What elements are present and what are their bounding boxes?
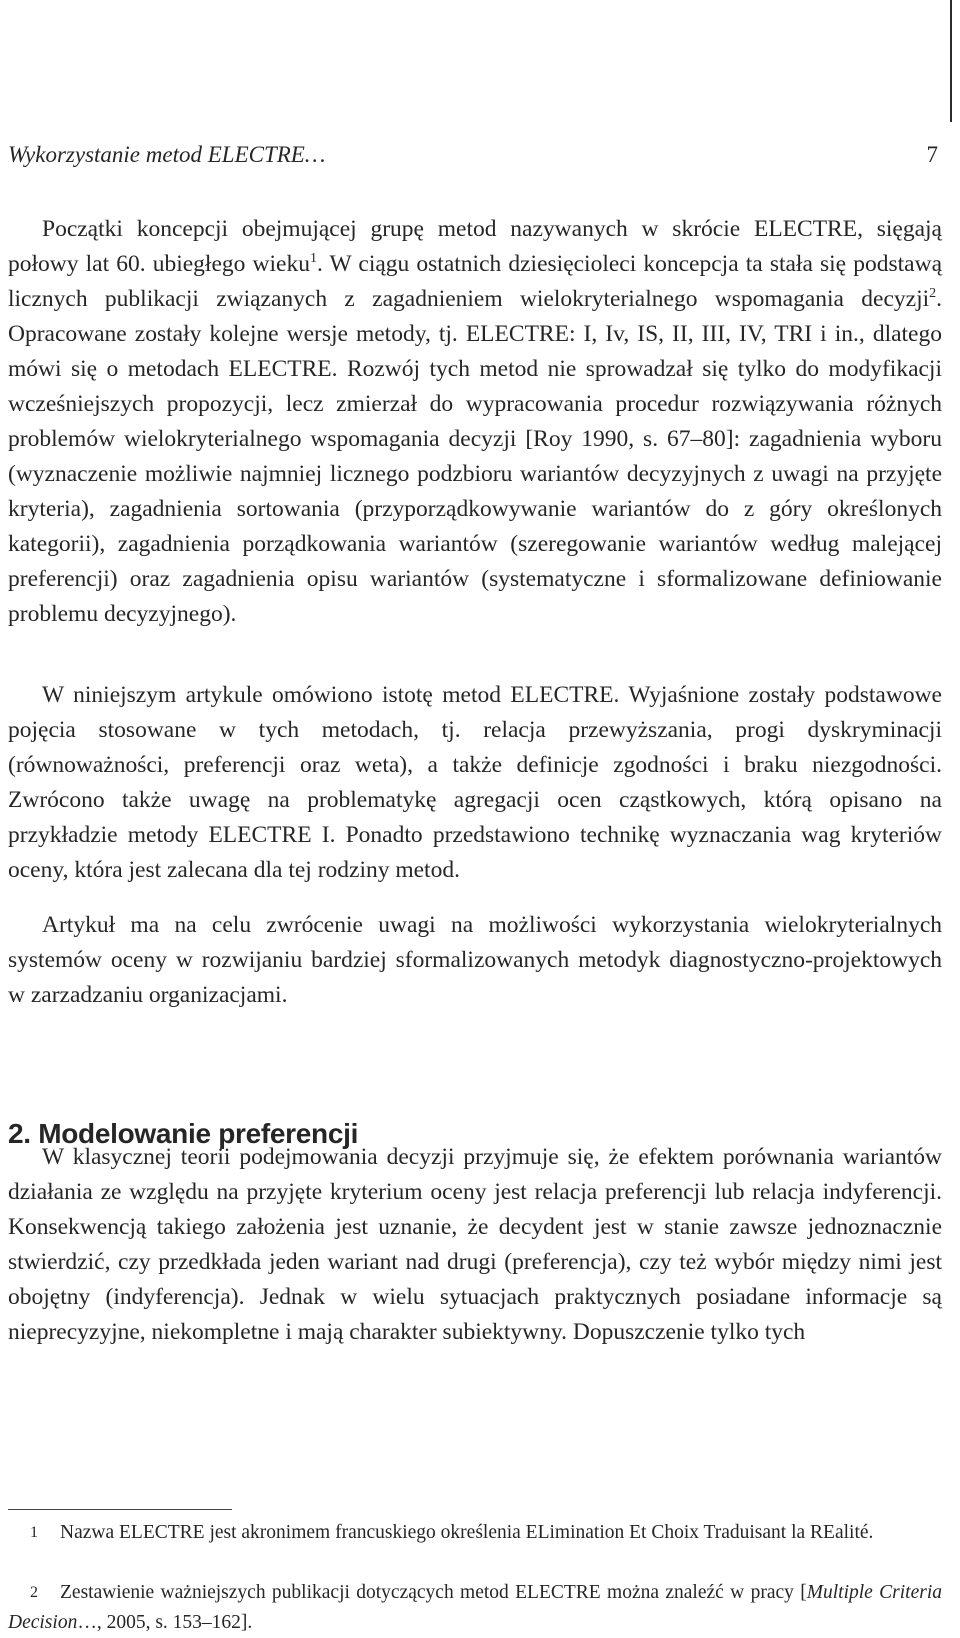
margin-rule [950, 0, 952, 122]
section-heading: 2. Modelowanie preferencji [8, 1118, 359, 1149]
intro-paragraph-3-text: Artykuł ma na celu zwrócenie uwagi na możliwości wykorzystania wielokryterialnych systemów oceny w rozwijaniu bardziej sformalizowanych metodyk diagnostyczno-projektowych w zarzadzaniu organizacjami. [8, 912, 942, 1008]
intro-paragraph-2 [8, 678, 942, 888]
intro-paragraph-3 [8, 908, 942, 1013]
footnote-2-text-before: Zestawienie ważniejszych publikacji dotyczących metod ELECTRE można znaleźć w pracy [ [60, 1582, 807, 1603]
running-header [8, 142, 942, 172]
intro-paragraph-2-text: W niniejszym artykule omówiono istotę metod ELECTRE. Wyjaśnione zostały podstawowe pojęcia stosowane w tych metodach, tj. relacja przewyższania, progi dyskryminacji (równoważności, preferencji oraz weta), a także definicje zgodności i braku niezgodności. Zwrócono także uwagę na problematykę agregacji ocen cząstkowych, którą opisano na przykładzie metody ELECTRE I. Ponadto przedstawiono technikę wyznaczania wag kryteriów oceny, która jest zalecana dla tej rodziny metod. [8, 682, 942, 883]
intro-text-a: Początki koncepcji obejmującej grupę metod nazywanych w skrócie ELECTRE, sięgają połowy lat 60. ubiegłego wieku [8, 216, 942, 277]
section-paragraph-1-text: W klasycznej teorii podejmowania decyzji przyjmuje się, że efektem porównania wariantów działania ze względu na przyjęte kryterium oceny jest relacja preferencji lub relacja indyferencji. Konsekwencją takiego założenia jest uznanie, że decydent jest w stanie zawsze jednoznacznie stwierdzić, czy przedkłada jeden wariant nad drugi (preferencja), czy też wybór między nimi jest obojętny (indyferencja). Jednak w wielu sytuacjach praktycznych posiadane informacje są nieprecyzyjne, niekompletne i mają charakter subiektywny. Dopuszczenie tylko tych [8, 1144, 942, 1345]
footnote-ref-1[interactable]: 1 [309, 251, 317, 267]
footnote-ref-2[interactable]: 2 [929, 286, 937, 302]
page-number: 7 [926, 142, 938, 167]
footnote-2-cited-title: Multiple Criteria Decision [8, 1582, 942, 1633]
intro-text-c: . Opracowane zostały kolejne wersje metody, tj. ELECTRE: I, Iv, IS, II, III, IV, TRI i in., dlatego mówi się o metodach ELECTRE. Rozwój tych metod nie sprowadzał się tylko do modyfikacji wcześniejszych propozycji, lecz zmierzał do wypracowania procedur rozwiązywania różnych problemów wielokryterialnego wspomagania decyzji [Roy 1990, s. 67–80]: zagadnienia wyboru (wyznaczenie możliwie najmniej licznego podzbioru wariantów decyzyjnych z uwagi na przyjęte kryteria), zagadnienia sortowania (przyporządkowywanie wariantów do z góry określonych kategorii), zagadnienia porządkowania wariantów (szeregowanie wariantów według malejącej preferencji) oraz zagadnienia opisu wariantów (systematyczne i sformalizowane definiowanie problemu decyzyjnego). [8, 286, 942, 627]
footnote-1-number: 1 [30, 1524, 38, 1541]
footnote-separator [8, 1509, 232, 1510]
intro-text-b: . W ciągu ostatnich dziesięcioleci koncepcja ta stała się podstawą licznych publikacji związanych z zagadnieniem wielokryterialnego wspomagania decyzji [8, 251, 942, 312]
footnote-2-text-after: …, 2005, s. 153–162]. [77, 1612, 253, 1633]
section-paragraph-1 [8, 1140, 942, 1350]
footnote-2 [8, 1578, 942, 1638]
running-title: Wykorzystanie metod ELECTRE… [8, 142, 326, 167]
footnote-2-number: 2 [30, 1584, 38, 1601]
footnote-1-text: Nazwa ELECTRE jest akronimem francuskiego określenia ELimination Et Choix Traduisant la REalité. [60, 1522, 874, 1543]
footnote-1 [8, 1518, 942, 1548]
intro-paragraph-1 [8, 212, 942, 632]
